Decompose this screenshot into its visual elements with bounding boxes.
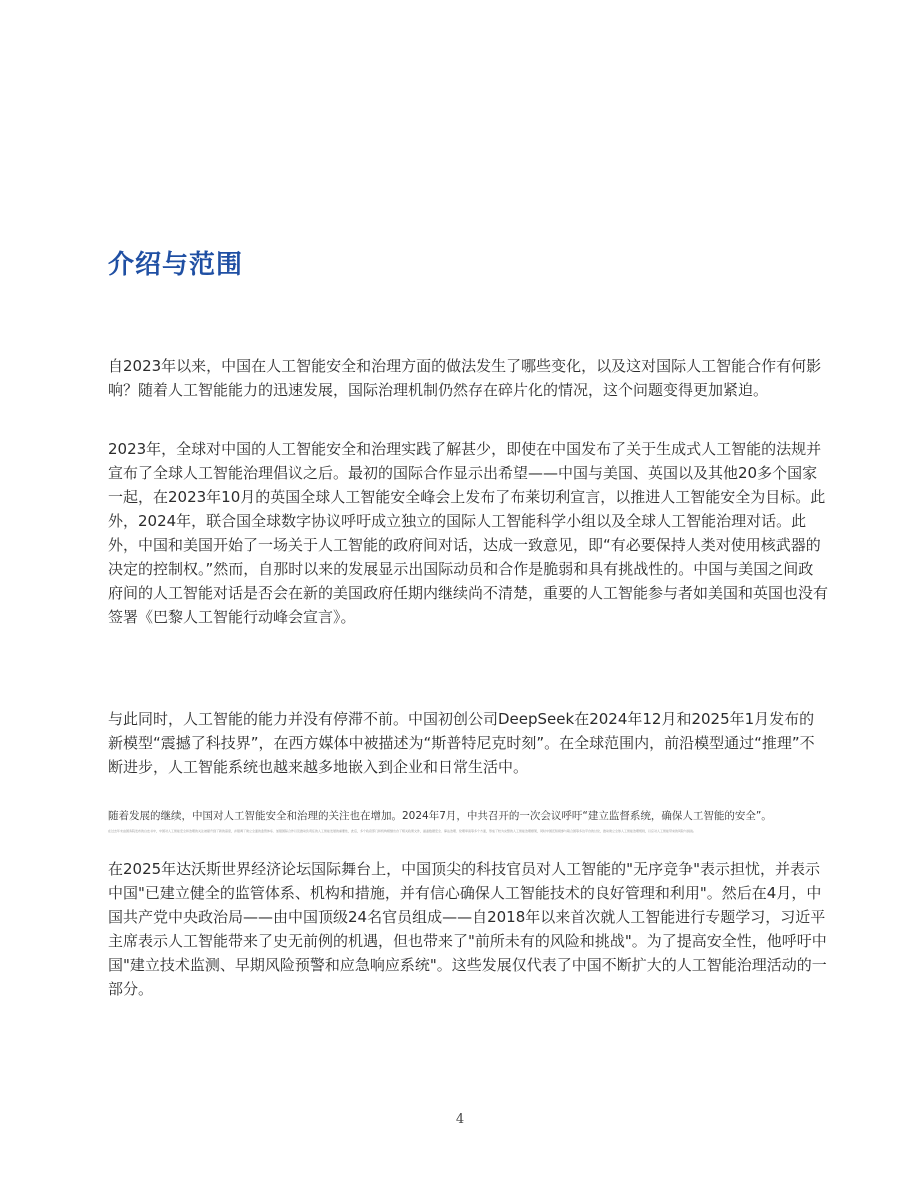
capabilities-paragraph: 与此同时，人工智能的能力并没有停滞不前。中国初创公司DeepSeek在2024年12月和2025年1月发布的新模型“震撼了科技界”，在西方媒体中被描述为“斯普特尼克时刻”。在全球范围内，前沿模型通过“推理”不断进步，人工智能系统也越来越多地嵌入到企业和日常生活中。 bbox=[108, 710, 815, 776]
section-heading: 介绍与范围 bbox=[108, 250, 244, 280]
davos-paragraph: 在2025年达沃斯世界经济论坛国际舞台上，中国顶尖的科技官员对人工智能的"无序竞争"表示担忧，并表示中国"已建立健全的监管体系、机构和措施，并有信心确保人工智能技术的良好管理和利用"。然后在4月，中国共产党中央政治局——由中国顶级24名官员组成——自2018年以来首次就人工智能进行专题学习，习近平主席表示人工智能带来了史无前例的机遇，但也带来了"前所未有的风险和挑战"。为了提高安全性，他呼吁中国"建立技术监测、早期风险预警和应急响应系统"。这些发展仅代表了中国不断扩大的人工智能治理活动的一部分。 bbox=[108, 860, 827, 998]
page-number: 4 bbox=[455, 1112, 465, 1127]
attention-paragraph-tiny-text: 在过去年末由国务院发布的白皮书中，中国对人工智能安全和治理的关注被提升到了新的高度，并强调了建立全面的监管体系、加强国际合作以及推动负责任的人工智能发展的重要性，此后，多个政府部门和机构相继出台了相关政策文件，涵盖数据安全、算法治理、伦理审查等多个方面，形成了较为完整的人工智能治理框架，同时中国还积极参与联合国等多边平台的讨论，推动建立全球人工智能治理规则，以应对人工智能带来的风险与挑战。 bbox=[108, 829, 697, 833]
attention-paragraph-line: 随着发展的继续，中国对人工智能安全和治理的关注也在增加。2024年7月，中共召开的一次会议呼吁“建立监督系统，确保人工智能的安全”。 bbox=[108, 810, 772, 822]
intro-paragraph: 自2023年以来，中国在人工智能安全和治理方面的做法发生了哪些变化，以及这对国际人工智能合作有何影响？随着人工智能能力的迅速发展，国际治理机制仍然存在碎片化的情况，这个问题变得更加紧迫。 bbox=[108, 357, 822, 399]
background-paragraph: 2023年，全球对中国的人工智能安全和治理实践了解甚少，即使在中国发布了关于生成式人工智能的法规并宣布了全球人工智能治理倡议之后。最初的国际合作显示出希望——中国与美国、英国以及其他20多个国家一起，在2023年10月的英国全球人工智能安全峰会上发布了布莱切利宣言，以推进人工智能安全为目标。此外，2024年，联合国全球数字协议呼吁成立独立的国际人工智能科学小组以及全球人工智能治理对话。此外，中国和美国开始了一场关于人工智能的政府间对话，达成一致意见，即“有必要保持人类对使用核武器的决定的控制权。”然而，自那时以来的发展显示出国际动员和合作是脆弱和具有挑战性的。中国与美国之间政府间的人工智能对话是否会在新的美国政府任期内继续尚不清楚，重要的人工智能参与者如美国和英国也没有签署《巴黎人工智能行动峰会宣言》。 bbox=[108, 440, 829, 626]
